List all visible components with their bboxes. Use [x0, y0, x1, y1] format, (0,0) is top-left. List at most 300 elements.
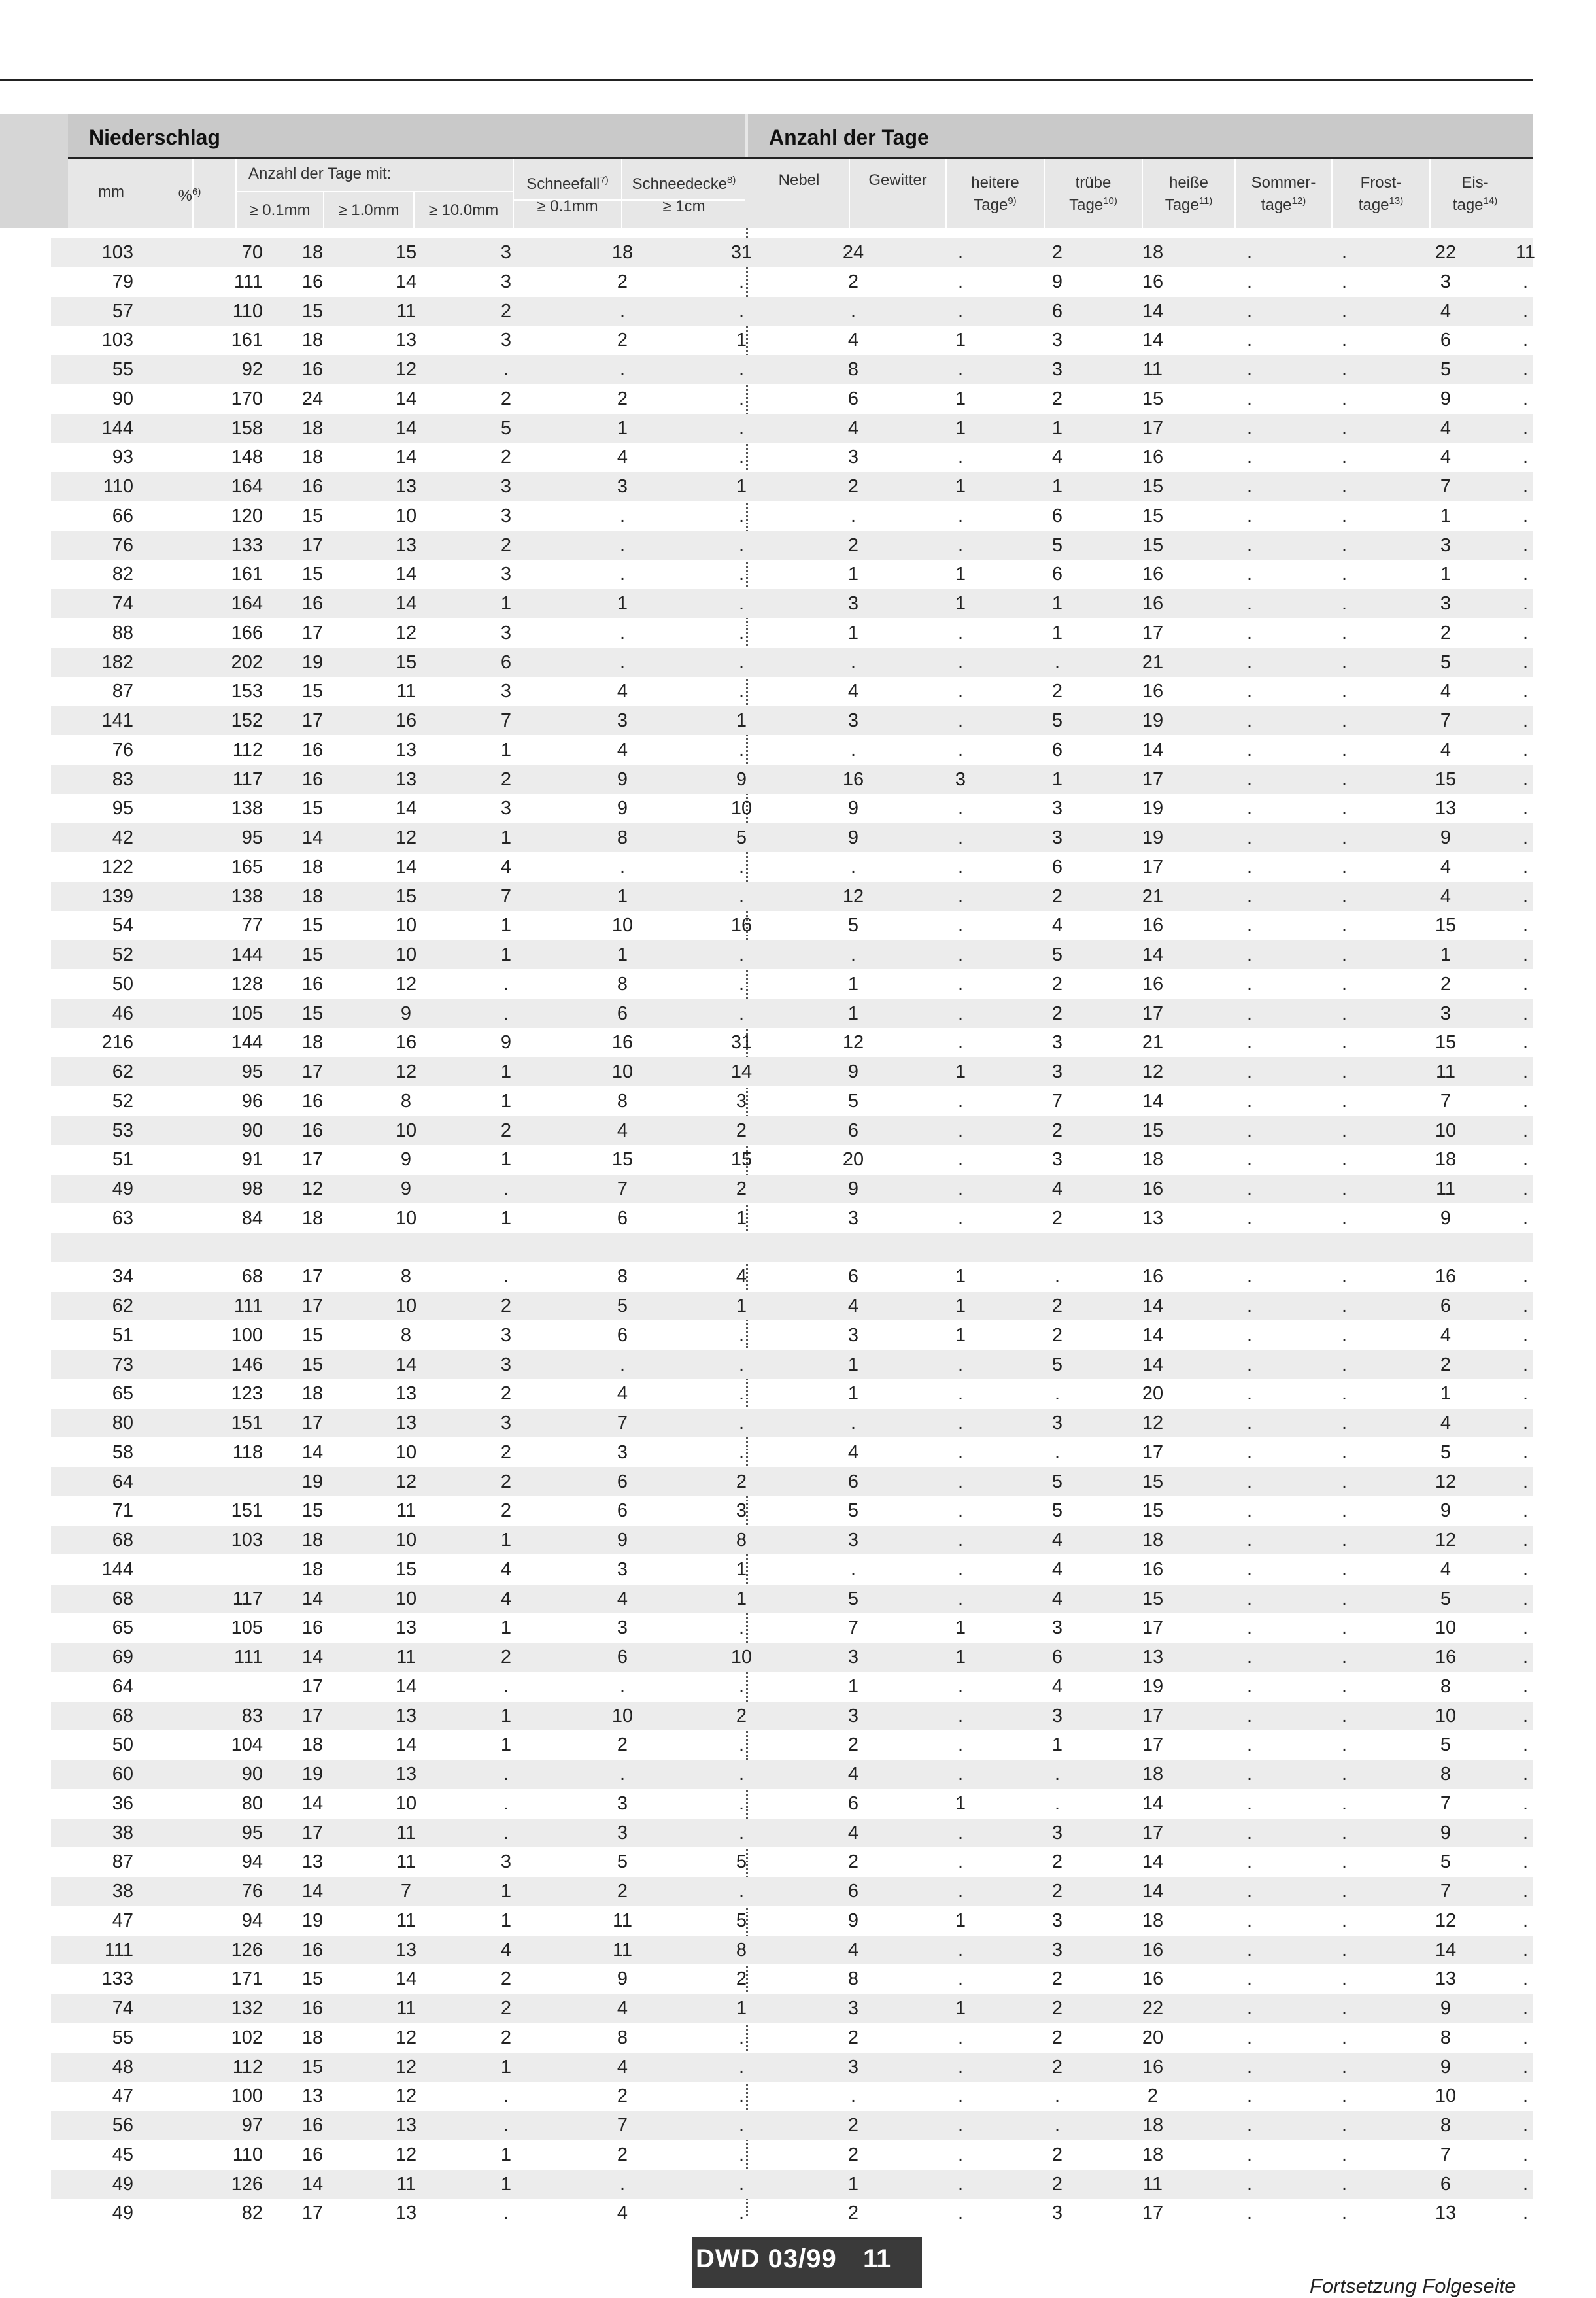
- col-heisse-cell: .: [1246, 447, 1253, 468]
- col-frost-cell: 7: [1440, 1793, 1452, 1814]
- col-ge1-cell: 13: [395, 740, 417, 761]
- col-schneedecke-cell: .: [738, 740, 745, 761]
- table-row: [51, 1379, 1533, 1408]
- col-schneedecke-cell: .: [738, 1325, 745, 1346]
- col-heisse-cell: .: [1246, 769, 1253, 790]
- col-schneefall-cell: 18: [611, 242, 634, 263]
- col-schneedecke-cell: .: [738, 418, 745, 439]
- col-eis-cell: .: [1522, 1647, 1529, 1668]
- col-truebe-cell: 2: [1147, 2085, 1159, 2106]
- table-row: [51, 1204, 1533, 1233]
- col-truebe-cell: 17: [1142, 418, 1164, 439]
- col-sommer-cell: .: [1341, 388, 1348, 409]
- col-ge01-cell: 19: [301, 1471, 324, 1492]
- col-heitere-cell: 6: [1051, 857, 1063, 878]
- col-mm-cell: 216: [101, 1032, 133, 1053]
- col-nebel-cell: 8: [847, 359, 859, 380]
- col-nebel-cell: 3: [847, 1325, 859, 1346]
- col-frost-cell: 9: [1440, 1998, 1452, 2019]
- col-heisse-cell: .: [1246, 330, 1253, 351]
- col-pct-cell: 151: [231, 1500, 263, 1521]
- col-schneefall-cell: 9: [617, 1968, 628, 1989]
- col-gewitter-cell: 1: [955, 1266, 966, 1287]
- col-gewitter-cell: .: [957, 944, 964, 965]
- col-gewitter-cell: .: [957, 1968, 964, 1989]
- col-nebel-cell: 9: [847, 1061, 859, 1082]
- col-schneefall-cell: .: [619, 623, 626, 643]
- col-mm-cell: 51: [112, 1325, 133, 1346]
- col-ge1-cell: [358, 1233, 454, 1262]
- col-frost-cell: 8: [1440, 1764, 1452, 1785]
- col-pct-cell: 152: [231, 710, 263, 731]
- col-schneefall-cell: .: [619, 2174, 626, 2195]
- col-ge10-cell: 2: [500, 1471, 512, 1492]
- col-eis-cell: .: [1522, 1149, 1529, 1170]
- col-ge01-cell: 14: [301, 1793, 324, 1814]
- col-ge10-cell: 2: [500, 1295, 512, 1316]
- col-heitere-cell: 4: [1051, 447, 1063, 468]
- col-frost-cell: 4: [1440, 857, 1452, 878]
- col-schneedecke-cell: 1: [736, 1295, 747, 1316]
- col-frost-cell: 6: [1440, 1295, 1452, 1316]
- col-ge01-cell: 16: [301, 476, 324, 497]
- table-row: [51, 2199, 1533, 2227]
- col-eis-cell: .: [1522, 476, 1529, 497]
- col-truebe-cell: 16: [1142, 1940, 1164, 1961]
- col-schneefall-cell: 6: [617, 1003, 628, 1024]
- table-row: [51, 1906, 1533, 1935]
- header-sommer-line2: tage: [1261, 196, 1292, 214]
- table-row: [51, 1819, 1533, 1847]
- col-ge01-cell: 14: [301, 1647, 324, 1668]
- header-schneefall-label: Schneefall: [526, 175, 600, 193]
- table-row: [51, 355, 1533, 384]
- header-eis-line1: Eis-: [1461, 174, 1489, 192]
- col-ge1-cell: 16: [395, 710, 417, 731]
- col-ge01-cell: 16: [301, 1940, 324, 1961]
- col-heisse-cell: .: [1246, 1442, 1253, 1463]
- col-heisse-cell: .: [1246, 359, 1253, 380]
- col-ge01-cell: 16: [301, 359, 324, 380]
- col-sommer-cell: .: [1341, 681, 1348, 702]
- col-ge10-cell: 2: [500, 535, 512, 556]
- col-heitere-cell: 3: [1051, 1032, 1063, 1053]
- col-nebel-cell: 3: [847, 710, 859, 731]
- col-pct-cell: 171: [231, 1968, 263, 1989]
- table-row: [51, 911, 1533, 940]
- col-ge01-cell: 14: [301, 1881, 324, 1902]
- col-heisse-cell: .: [1246, 1413, 1253, 1433]
- table-row: [51, 648, 1533, 677]
- col-ge1-cell: 12: [395, 2085, 417, 2106]
- col-pct-cell: 105: [231, 1617, 263, 1638]
- col-ge1-cell: 12: [395, 2027, 417, 2048]
- col-ge01-cell: 14: [301, 1442, 324, 1463]
- col-sommer-cell: .: [1341, 1968, 1348, 1989]
- col-nebel-cell: 3: [847, 1208, 859, 1229]
- col-pct-cell: 100: [231, 1325, 263, 1346]
- col-ge10-cell: 3: [500, 1851, 512, 1872]
- col-heitere-cell: 4: [1051, 1676, 1063, 1697]
- col-heisse-cell: .: [1246, 2174, 1253, 2195]
- col-schneedecke-cell: 5: [736, 827, 747, 848]
- col-truebe-cell: [1104, 1233, 1202, 1262]
- col-ge01-cell: 16: [301, 2144, 324, 2165]
- col-pct-cell: 100: [231, 2085, 263, 2106]
- col-gewitter-cell: .: [957, 1588, 964, 1609]
- col-nebel-cell: 6: [847, 1793, 859, 1814]
- col-schneefall-cell: 10: [611, 915, 634, 936]
- col-heitere-cell: 1: [1051, 769, 1063, 790]
- col-truebe-cell: 16: [1142, 564, 1164, 585]
- col-sommer-cell: .: [1341, 1120, 1348, 1141]
- col-gewitter-cell: .: [957, 1003, 964, 1024]
- col-ge01-cell: 16: [301, 1617, 324, 1638]
- col-schneefall-cell: 8: [617, 827, 628, 848]
- col-frost-cell: 15: [1435, 769, 1457, 790]
- col-nebel-cell: 2: [847, 476, 859, 497]
- col-heitere-cell: 2: [1051, 388, 1063, 409]
- col-schneedecke-cell: 5: [736, 1910, 747, 1931]
- col-heitere-cell: 1: [1051, 623, 1063, 643]
- header-truebe-line1: trübe: [1075, 174, 1112, 192]
- col-ge1-cell: 13: [395, 535, 417, 556]
- col-heisse-cell: .: [1246, 1588, 1253, 1609]
- col-schneefall-cell: 9: [617, 769, 628, 790]
- col-schneedecke-cell: .: [738, 1881, 745, 1902]
- col-truebe-cell: 14: [1142, 1295, 1164, 1316]
- col-schneefall-cell: 2: [617, 388, 628, 409]
- col-gewitter-cell: 1: [955, 564, 966, 585]
- col-ge1-cell: 10: [395, 1588, 417, 1609]
- col-truebe-cell: 14: [1142, 740, 1164, 761]
- col-truebe-cell: 12: [1142, 1413, 1164, 1433]
- col-heitere-cell: 3: [1051, 1823, 1063, 1844]
- col-heisse-cell: .: [1246, 1178, 1253, 1199]
- col-nebel-cell: 1: [847, 623, 859, 643]
- col-schneefall-cell: 1: [617, 944, 628, 965]
- col-gewitter-cell: 1: [955, 1998, 966, 2019]
- col-eis-cell: .: [1522, 1354, 1529, 1375]
- col-schneedecke-cell: .: [738, 1823, 745, 1844]
- col-schneedecke-cell: 5: [736, 1851, 747, 1872]
- col-eis-cell: .: [1522, 915, 1529, 936]
- col-gewitter-cell: .: [957, 1881, 964, 1902]
- col-pct-cell: 165: [231, 857, 263, 878]
- col-frost-cell: 8: [1440, 2027, 1452, 2048]
- col-nebel-cell: 2: [847, 1734, 859, 1755]
- col-pct-cell: [156, 1555, 263, 1584]
- col-eis-cell: .: [1522, 1500, 1529, 1521]
- col-sommer-cell: .: [1341, 886, 1348, 907]
- table-row: [51, 1877, 1533, 1906]
- col-truebe-cell: 17: [1142, 769, 1164, 790]
- col-nebel-cell: 3: [847, 1706, 859, 1726]
- col-schneefall-cell: .: [619, 564, 626, 585]
- col-heisse-cell: .: [1246, 1881, 1253, 1902]
- col-gewitter-cell: .: [957, 1940, 964, 1961]
- col-pct-cell: 138: [231, 798, 263, 819]
- col-nebel-cell: 3: [847, 593, 859, 614]
- col-ge1-cell: 15: [395, 652, 417, 673]
- col-schneefall-cell: 8: [617, 1266, 628, 1287]
- table-row: [51, 794, 1533, 823]
- col-mm-cell: 144: [101, 1559, 133, 1580]
- col-ge01-cell: 17: [301, 1149, 324, 1170]
- col-ge01-cell: 18: [301, 857, 324, 878]
- col-truebe-cell: 17: [1142, 2203, 1164, 2223]
- col-ge1-cell: 14: [395, 798, 417, 819]
- col-eis-cell: .: [1522, 1851, 1529, 1872]
- col-schneedecke-cell: .: [738, 1354, 745, 1375]
- col-frost-cell: 9: [1440, 2057, 1452, 2078]
- col-heitere-cell: .: [1054, 1383, 1061, 1404]
- table-row: [51, 502, 1533, 530]
- col-schneefall-cell: 1: [617, 418, 628, 439]
- col-nebel-cell: [806, 1233, 901, 1262]
- col-eis-cell: .: [1522, 1940, 1529, 1961]
- section-title-anzahl-tage: Anzahl der Tage: [769, 126, 929, 149]
- col-nebel-cell: 9: [847, 827, 859, 848]
- col-ge01-cell: 15: [301, 2057, 324, 2078]
- col-mm-cell: 49: [112, 2203, 133, 2223]
- col-heitere-cell: 6: [1051, 564, 1063, 585]
- col-ge1-cell: 14: [395, 857, 417, 878]
- col-frost-cell: 4: [1440, 681, 1452, 702]
- col-frost-cell: 13: [1435, 798, 1457, 819]
- col-heisse-cell: .: [1246, 1120, 1253, 1141]
- col-sommer-cell: .: [1341, 1442, 1348, 1463]
- col-gewitter-cell: .: [957, 1734, 964, 1755]
- col-eis-cell: .: [1522, 1383, 1529, 1404]
- col-gewitter-cell: 1: [955, 1647, 966, 1668]
- col-schneedecke-cell: 2: [736, 1178, 747, 1199]
- col-truebe-cell: 19: [1142, 798, 1164, 819]
- col-schneefall-cell: 1: [617, 886, 628, 907]
- col-mm-cell: 42: [112, 827, 133, 848]
- col-gewitter-cell: .: [957, 974, 964, 995]
- col-nebel-cell: 4: [847, 418, 859, 439]
- col-sommer-cell: .: [1341, 652, 1348, 673]
- col-pct-cell: 158: [231, 418, 263, 439]
- col-ge01-cell: 17: [301, 1413, 324, 1433]
- header-heisse-line2: Tage: [1164, 196, 1199, 214]
- col-heisse-cell: .: [1246, 1266, 1253, 1287]
- col-ge01-cell: 17: [301, 535, 324, 556]
- col-ge01-cell: 15: [301, 798, 324, 819]
- col-schneefall-cell: 9: [617, 1530, 628, 1551]
- col-nebel-cell: 2: [847, 271, 859, 292]
- col-heisse-cell: .: [1246, 681, 1253, 702]
- col-sommer-cell: .: [1341, 1413, 1348, 1433]
- col-ge01-cell: 15: [301, 915, 324, 936]
- col-ge10-cell: 2: [500, 2027, 512, 2048]
- col-frost-cell: 10: [1435, 1120, 1457, 1141]
- col-sommer-cell: .: [1341, 710, 1348, 731]
- col-mm-cell: 68: [112, 1530, 133, 1551]
- col-eis-cell: .: [1522, 330, 1529, 351]
- col-truebe-cell: 15: [1142, 388, 1164, 409]
- col-heisse-cell: .: [1246, 827, 1253, 848]
- col-gewitter-cell: 1: [955, 1793, 966, 1814]
- header-heitere-line2: Tage: [974, 196, 1008, 214]
- section-title-niederschlag: Niederschlag: [89, 126, 220, 149]
- col-sommer-cell: .: [1341, 2057, 1348, 2078]
- col-schneefall-cell: 2: [617, 2085, 628, 2106]
- col-heitere-cell: .: [1054, 652, 1061, 673]
- col-sommer-cell: .: [1341, 1091, 1348, 1112]
- col-eis-cell: .: [1522, 1032, 1529, 1053]
- col-frost-cell: 9: [1440, 827, 1452, 848]
- col-pct-cell: 70: [241, 242, 263, 263]
- col-sommer-cell: .: [1341, 535, 1348, 556]
- col-truebe-cell: 21: [1142, 1032, 1164, 1053]
- col-ge01-cell: 17: [301, 710, 324, 731]
- col-pct-cell: 112: [232, 740, 263, 761]
- col-heisse-cell: .: [1246, 1968, 1253, 1989]
- col-gewitter-cell: .: [957, 1149, 964, 1170]
- col-heisse-cell: .: [1246, 1559, 1253, 1580]
- col-truebe-cell: 17: [1142, 1617, 1164, 1638]
- col-schneefall-cell: 6: [617, 1325, 628, 1346]
- col-pct-cell: 111: [233, 1647, 263, 1668]
- col-ge10-cell: 7: [500, 886, 512, 907]
- col-schneedecke-cell: 31: [730, 1032, 753, 1053]
- col-ge10-cell: .: [503, 2115, 509, 2136]
- col-gewitter-cell: .: [957, 1559, 964, 1580]
- table-row: [51, 1087, 1533, 1116]
- table-row: [51, 2082, 1533, 2110]
- table-row: [51, 443, 1533, 472]
- col-gewitter-cell: .: [957, 886, 964, 907]
- col-gewitter-cell: .: [957, 2174, 964, 2195]
- col-frost-cell: 5: [1440, 359, 1452, 380]
- col-heitere-cell: 1: [1051, 1734, 1063, 1755]
- col-nebel-cell: 1: [847, 1003, 859, 1024]
- col-gewitter-cell: 1: [955, 418, 966, 439]
- col-eis-cell: .: [1522, 1764, 1529, 1785]
- col-mm-cell: 34: [112, 1266, 133, 1287]
- col-sommer-cell: .: [1341, 301, 1348, 322]
- col-sommer-cell: .: [1341, 740, 1348, 761]
- col-sommer-cell: .: [1341, 1032, 1348, 1053]
- col-frost-cell: 5: [1440, 1734, 1452, 1755]
- col-eis-cell: .: [1522, 1208, 1529, 1229]
- col-truebe-cell: 17: [1142, 1442, 1164, 1463]
- col-nebel-cell: 2: [847, 2203, 859, 2223]
- col-nebel-cell: .: [850, 2085, 857, 2106]
- header-nebel: Nebel: [778, 171, 820, 189]
- col-schneedecke-cell: 1: [736, 1998, 747, 2019]
- col-frost-cell: 5: [1440, 1851, 1452, 1872]
- col-nebel-cell: 6: [847, 1120, 859, 1141]
- col-frost-cell: 13: [1435, 2203, 1457, 2223]
- col-ge01-cell: 18: [301, 1032, 324, 1053]
- col-heitere-cell: 2: [1051, 1998, 1063, 2019]
- col-pct-cell: 103: [231, 1530, 263, 1551]
- header-schneefall-threshold: ≥ 0.1mm: [537, 197, 598, 215]
- col-eis-cell: .: [1522, 2115, 1529, 2136]
- col-ge10-cell: .: [503, 1793, 509, 1814]
- col-pct-cell: 95: [241, 827, 263, 848]
- col-gewitter-cell: .: [957, 740, 964, 761]
- col-gewitter-cell: .: [957, 1530, 964, 1551]
- col-nebel-cell: .: [850, 740, 857, 761]
- col-eis-cell: .: [1522, 593, 1529, 614]
- header-sommertage: [1236, 174, 1331, 214]
- col-truebe-cell: 15: [1142, 1120, 1164, 1141]
- col-ge1-cell: 13: [395, 1617, 417, 1638]
- col-pct-cell: 161: [231, 564, 263, 585]
- col-frost-cell: 14: [1435, 1940, 1457, 1961]
- col-ge1-cell: 14: [395, 1734, 417, 1755]
- table-row: [51, 1467, 1533, 1496]
- col-sommer-cell: .: [1341, 447, 1348, 468]
- header-pct-footnote: 6): [192, 186, 201, 197]
- col-nebel-cell: 4: [847, 681, 859, 702]
- col-nebel-cell: .: [850, 506, 857, 526]
- col-sommer-cell: .: [1341, 1706, 1348, 1726]
- col-ge01-cell: 14: [301, 827, 324, 848]
- col-gewitter-cell: .: [957, 1764, 964, 1785]
- col-eis-cell: .: [1522, 769, 1529, 790]
- col-truebe-cell: 18: [1142, 242, 1164, 263]
- col-pct-cell: 102: [231, 2027, 263, 2048]
- col-pct-cell: 77: [241, 915, 263, 936]
- col-eis-cell: .: [1522, 798, 1529, 819]
- col-eis-cell: .: [1522, 2057, 1529, 2078]
- col-ge01-cell: 15: [301, 506, 324, 526]
- table-row: [51, 2023, 1533, 2052]
- col-ge10-cell: 2: [500, 447, 512, 468]
- col-truebe-cell: 20: [1142, 2027, 1164, 2048]
- col-heitere-cell: 1: [1051, 476, 1063, 497]
- col-truebe-cell: 14: [1142, 1354, 1164, 1375]
- col-sommer-cell: .: [1341, 1295, 1348, 1316]
- table-row: [51, 736, 1533, 764]
- col-ge10-cell: 1: [500, 1734, 512, 1755]
- col-frost-cell: 15: [1435, 915, 1457, 936]
- col-heisse-cell: .: [1246, 1764, 1253, 1785]
- col-gewitter-cell: .: [957, 1413, 964, 1433]
- col-mm-cell: 141: [101, 710, 133, 731]
- col-heitere-cell: 2: [1051, 1881, 1063, 1902]
- col-sommer-cell: [1299, 1233, 1390, 1262]
- col-eis-cell: .: [1522, 740, 1529, 761]
- col-mm-cell: 62: [112, 1061, 133, 1082]
- table-row: [51, 1175, 1533, 1203]
- col-frost-cell: 10: [1435, 1617, 1457, 1638]
- col-eis-cell: .: [1522, 359, 1529, 380]
- col-heisse-cell: .: [1246, 506, 1253, 526]
- col-schneefall-cell: 11: [612, 1940, 633, 1961]
- col-heisse-cell: .: [1246, 710, 1253, 731]
- table-row: [51, 999, 1533, 1028]
- col-mm-cell: 63: [112, 1208, 133, 1229]
- col-sommer-cell: .: [1341, 1003, 1348, 1024]
- col-truebe-cell: 16: [1142, 974, 1164, 995]
- col-frost-cell: 4: [1440, 447, 1452, 468]
- col-heisse-cell: .: [1246, 418, 1253, 439]
- table-row: [51, 560, 1533, 589]
- col-nebel-cell: 4: [847, 1823, 859, 1844]
- col-heisse-cell: .: [1246, 915, 1253, 936]
- table-row: [51, 1994, 1533, 2023]
- header-rule: [68, 157, 1533, 159]
- col-mm-cell: 95: [112, 798, 133, 819]
- col-frost-cell: 7: [1440, 2144, 1452, 2165]
- col-ge10-cell: .: [503, 1178, 509, 1199]
